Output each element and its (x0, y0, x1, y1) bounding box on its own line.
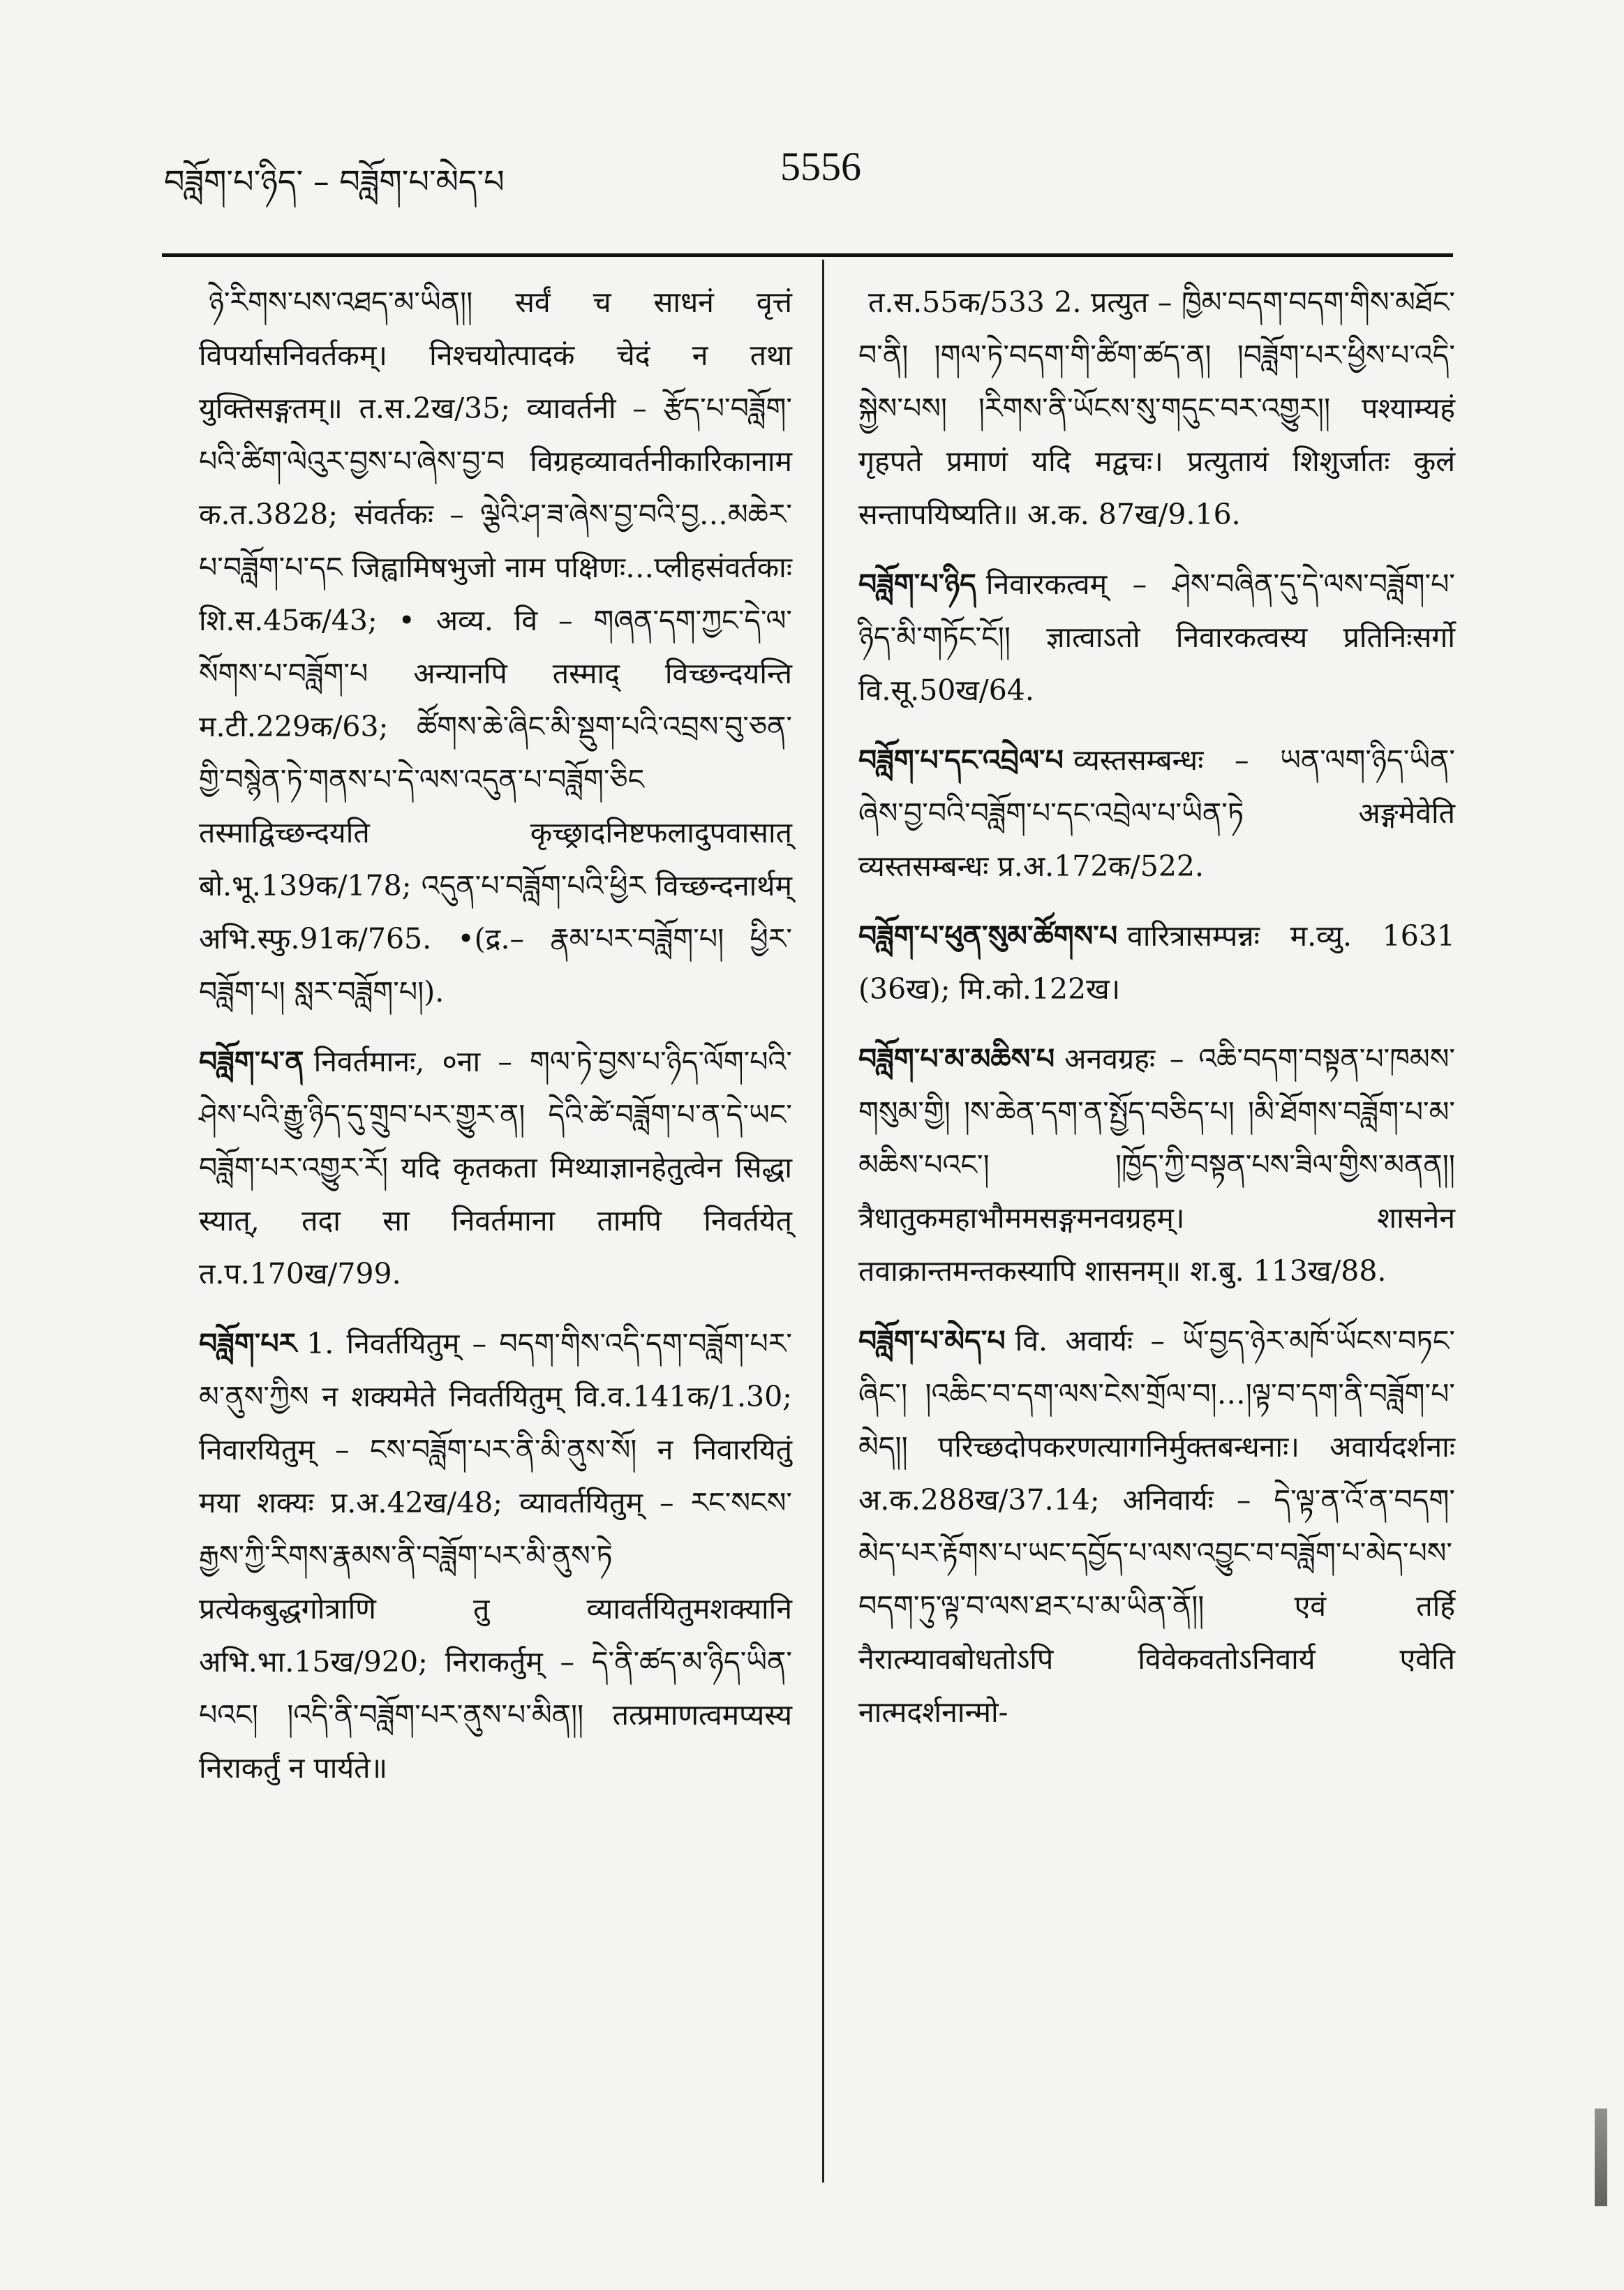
left-column (199, 276, 792, 1811)
entry-headword: བཟློག་པར (199, 1327, 297, 1360)
dictionary-entry (199, 1035, 792, 1300)
entry-text: व्यस्तसम्बन्धः – ཡན་ལག་ཉིད་ཡིན་ཞེས་བྱ་བའི་བཟློག་པ་དང་འབྲེལ་པ་ཡིན་ཏེ अङ्गमेवेति व्यस्तसम्बन्धः प्र.अ.172क/522. (858, 743, 1455, 883)
dictionary-entry (858, 909, 1455, 1016)
header-rule (162, 253, 1453, 257)
dictionary-entry (199, 1317, 792, 1794)
entry-headword: བཟློག་པ་མ་མཆིས་པ (858, 1042, 1055, 1076)
entry-text: त.स.55क/533 2. प्रत्युत – ཁྱིམ་བདག་བདག་གིས་མཐོང་བ་ནི། །གལ་ཏེ་བདག་གི་ཚིག་ཚད་ན། །བཟློག་པར་ཕྱིས་པ་འདི་སྐྱེས་པས། །རིགས་ནི་ཡོངས་སུ་གདུང་བར་འགྱུར།། पश्याम्यहं गृहपते प्रमाणं यदि मद्वचः। प्रत्युतायं शिशुर्जातः कुलं सन्तापयिष्यति॥ अ.क. 87ख/9.16. (858, 285, 1455, 531)
entry-text: वारित्रासम्पन्नः म.व्यु. 1631 (36ख); मि.को.122ख। (858, 919, 1455, 1006)
entry-headword: བཟློག་པ་དང་འབྲེལ་པ (858, 743, 1064, 777)
dictionary-entry (858, 558, 1455, 717)
entry-headword: བཟློག་པ་ན (199, 1045, 304, 1078)
right-column (858, 276, 1455, 1755)
binding-edge-mark (1595, 2109, 1607, 2206)
page-number: 5556 (780, 144, 861, 189)
entry-text: अनवग्रहः – འཆི་བདག་བསྟན་པ་ཁམས་གསུམ་གྱི། །ས་ཆེན་དག་ན་སྤྱོད་བཅིད་པ། །མི་ཐོགས་བཟློག་པ་མ་མཆིས་པའང་། །ཁྱོད་ཀྱི་བསྟན་པས་ཟིལ་གྱིས་མནན།། त्रैधातुकमहाभौममसङ्गमनवग्रहम्। शासनेन तवाक्रान्तमन्तकस्यापि शासनम्॥ श.बु. 113ख/88. (858, 1042, 1455, 1288)
entry-text: वि. अवार्यः – ཡོ་བྱད་ཉེར་མཁོ་ཡོངས་བཏང་ཞིང་། །འཆིང་བ་དག་ལས་ངེས་གྲོལ་བ།…།ལྟ་བ་དག་ནི་བཟློག་པ་མེད།། परिच्छदोपकरणत्यागनिर्मुक्तबन्धनाः। अवार्यदर्शनाः अ.क.288ख/37.14; अनिवार्यः – དེ་ལྟ་ན་འོ་ན་བདག་མེད་པར་རྟོགས་པ་ཡང་དབྱོད་པ་ལས་འབྱུང་བ་བཟློག་པ་མེད་པས་བདག་ཏུ་ལྟ་བ་ལས་ཐར་པ་མ་ཡིན་ནོ།། एवं तर्हि नैरात्म्यावबोधतोऽपि विवेकवतोऽनिवार्य एवेति नात्मदर्शनान्मो- (858, 1324, 1455, 1729)
entry-text: निवर्तमानः, ०ना – གལ་ཏེ་བྱས་པ་ཉིད་ལོག་པའི་ཤེས་པའི་རྒྱུ་ཉིད་དུ་གྲུབ་པར་གྱུར་ན། དེའི་ཚེ་བཟློག་པ་ན་དེ་ཡང་བཟློག་པར་འགྱུར་རོ། यदि कृतकता मिथ्याज्ञानहेतुत्वेन सिद्धा स्यात्, तदा सा निवर्तमाना तामपि निवर्तयेत् त.प.170ख/799. (199, 1045, 792, 1291)
running-title: བཟློག་པ་ཉིད་ – བཟློག་པ་མེད་པ (164, 163, 505, 200)
dictionary-entry (858, 734, 1455, 893)
entry-text: 1. निवर्तयितुम् – བདག་གིས་འདི་དག་བཟློག་པར་མ་ནུས་ཀྱིས न शक्यमेते निवर्तयितुम् वि.व.141क/1.30; निवारयितुम् – ངས་བཟློག་པར་ནི་མི་ནུས་སོ། न निवारयितुं मया शक्यः प्र.अ.42ख/48; व्यावर्तयितुम् – རང་སངས་རྒྱས་ཀྱི་རིགས་རྣམས་ནི་བཟློག་པར་མི་ནུས་ཏེ प्रत्येकबुद्धगोत्राणि तु व्यावर्तयितुमशक्यानि अभि.भा.15ख/920; निराकर्तुम् – དེ་ནི་ཚད་མ་ཉིད་ཡིན་པའང། །འདི་ནི་བཟློག་པར་ནུས་པ་མིན།། तत्प्रमाणत्वमप्यस्य निराकर्तुं न पार्यते॥ (199, 1327, 792, 1785)
column-divider (822, 260, 824, 2183)
entry-headword: བཟློག་པ་མེད་པ (858, 1324, 1006, 1358)
entry-headword: བཟློག་པ་ཕུན་སུམ་ཚོགས་པ (858, 919, 1118, 953)
dictionary-entry (858, 276, 1455, 541)
entry-text: ཉེ་རིགས་པས་འཐད་མ་ཡིན།། सर्वं च साधनं वृत्तं विपर्यासनिवर्तकम्। निश्चयोत्पादकं चेदं न तथा युक्तिसङ्गतम्॥ त.स.2ख/35; व्यावर्तनी – རྩོད་པ་བཟློག་པའི་ཚིག་ལེའུར་བྱས་པ་ཞེས་བྱ་བ विग्रहव्यावर्तनीकारिकानाम क.त.3828; संवर्तकः – ལྕེའི་ཤ་ཟ་ཞེས་བྱ་བའི་བྱ…མཆེར་པ་བཟློག་པ་དང जिह्वामिषभुजो नाम पक्षिणः…प्लीहसंवर्तकाः शि.स.45क/43; • अव्य. वि – གཞན་དག་ཀྱང་དེ་ལ་སོགས་པ་བཟློག་པ अन्यानपि तस्माद् विच्छन्दयन्ति म.टी.229क/63; ཚོགས་ཆེ་ཞིང་མི་སྡུག་པའི་འབྲས་བུ་ཅན་གྱི་བསྙེན་ཏེ་གནས་པ་དེ་ལས་འདུན་པ་བཟློག་ཅིང तस्माद्विच्छन्दयति कृच्छ्रादनिष्टफलादुपवासात् बो.भू.139क/178; འདུན་པ་བཟློག་པའི་ཕྱིར विच्छन्दनार्थम् अभि.स्फु.91क/765. •(द्र.– རྣམ་པར་བཟློག་པ། ཕྱིར་བཟློག་པ། སླར་བཟློག་པ།). (199, 285, 792, 1009)
entry-text: निवारकत्वम् – ཤེས་བཞིན་དུ་དེ་ལས་བཟློག་པ་ཉིད་མི་གཏོང་ངོ།། ज्ञात्वाऽतो निवारकत्वस्य प्रतिनिःसर्गो वि.सू.50ख/64. (858, 567, 1455, 707)
dictionary-entry (858, 1032, 1455, 1298)
dictionary-entry (858, 1314, 1455, 1739)
dictionary-entry (199, 276, 792, 1018)
entry-headword: བཟློག་པ་ཉིད (858, 567, 976, 601)
